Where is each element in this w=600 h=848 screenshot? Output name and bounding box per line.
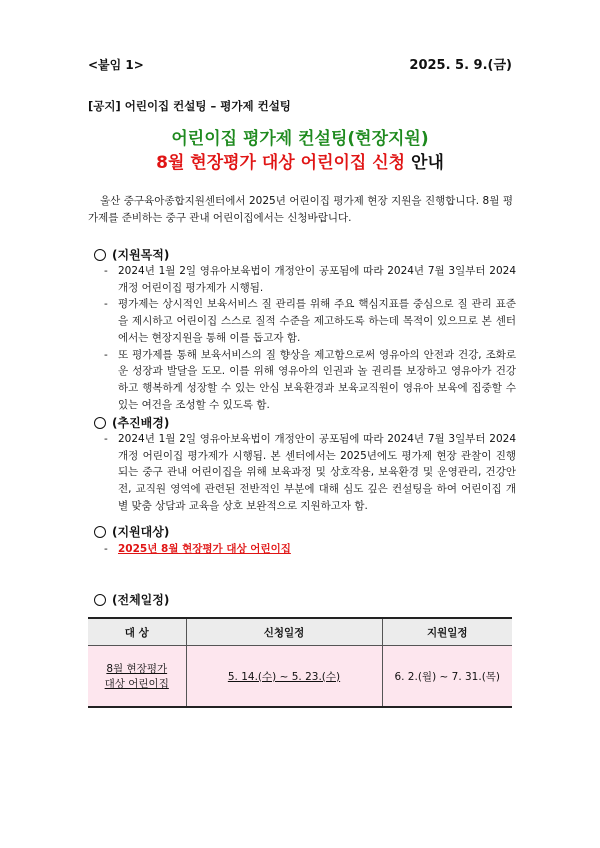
circle-bullet-icon <box>94 594 106 606</box>
circle-bullet-icon <box>94 417 106 429</box>
section-background-heading: (추진배경) <box>94 414 169 431</box>
section-purpose-list <box>104 263 516 413</box>
title-highlight: 8월 현장평가 대상 어린이집 신청 <box>156 153 406 173</box>
section-schedule-heading: (전체일정) <box>94 591 169 608</box>
intro-paragraph: 울산 중구육아종합지원센터에서 2025년 어린이집 평가제 현장 지원을 진행합니다. 8월 평가제를 준비하는 중구 관내 어린이집에서는 신청바랍니다. <box>88 195 513 224</box>
title-line-2 <box>0 148 600 173</box>
circle-bullet-icon <box>94 526 106 538</box>
attachment-label: <붙임 1> <box>88 58 144 72</box>
cell-support-period: 6. 2.(월) ~ 7. 31.(목) <box>382 646 512 708</box>
section-background-list <box>104 431 516 515</box>
document-date: 2025. 5. 9.(금) <box>409 58 512 73</box>
table-header-row <box>88 618 512 646</box>
circle-bullet-icon <box>94 249 106 261</box>
section-target-heading: (지원대상) <box>94 523 169 540</box>
list-item: - 2025년 8월 현장평가 대상 어린이집 <box>104 543 291 555</box>
list-item: - 2024년 1월 2일 영유아보육법이 개정안이 공포됨에 따라 2024년 7월 3일부터 2024 개정 어린이집 평가제가 시행됨. <box>104 265 516 294</box>
list-item: - 평가제는 상시적인 보육서비스 질 관리를 위해 주요 핵심지표를 중심으로 질 관리 표준을 제시하고 어린이집 스스로 질적 수준을 제고하도록 하는데 목적이 있으므로 본 센터에서는 현장지원을 통해 이를 돕고자 함. <box>104 298 516 344</box>
cell-target: 8월 현장평가 대상 어린이집 <box>88 646 186 708</box>
section-purpose-heading: (지원목적) <box>94 246 169 263</box>
list-item: - 또 평가제를 통해 보육서비스의 질 향상을 제고함으로써 영유아의 안전과 건강, 조화로운 성장과 발달을 도모. 이를 위해 영유아의 인권과 놀 권리를 보장하고 영유아가 건강하고 행복하게 성장할 수 있는 안심 보육환경과 보육교직원이 영유아 보육에 집중할 수 있는 여건을 조성할 수 있도록 함. <box>104 348 516 411</box>
list-item: - 2024년 1월 2일 영유아보육법이 개정안이 공포됨에 따라 2024년 7월 3일부터 2024 개정 어린이집 평가제가 시행됨. 본 센터에서는 2025년에도 평가제 현장 관찰이 진행되는 중구 관내 어린이집을 위해 보육과정 및 상호작용, 보육환경 및 운영관리, 건강안전, 교직원 영역에 관련된 전반적인 부분에 대해 심도 깊은 컨설팅을 하여 어린이집 개별 맞춤 상담과 교육을 상호 보완적으로 지원하고자 함. <box>104 433 516 512</box>
section-target-list <box>104 541 516 558</box>
column-header-support: 지원일정 <box>382 618 512 646</box>
schedule-table <box>88 617 512 708</box>
notice-label: [공지] 어린이집 컨설팅 – 평가제 컨설팅 <box>88 99 291 113</box>
title-line-1: 어린이집 평가제 컨설팅(현장지원) <box>171 129 429 149</box>
title-suffix: 안내 <box>405 153 444 173</box>
cell-apply-period: 5. 14.(수) ~ 5. 23.(수) <box>186 646 382 708</box>
column-header-target: 대 상 <box>88 618 186 646</box>
table-row <box>88 646 512 708</box>
column-header-apply: 신청일정 <box>186 618 382 646</box>
